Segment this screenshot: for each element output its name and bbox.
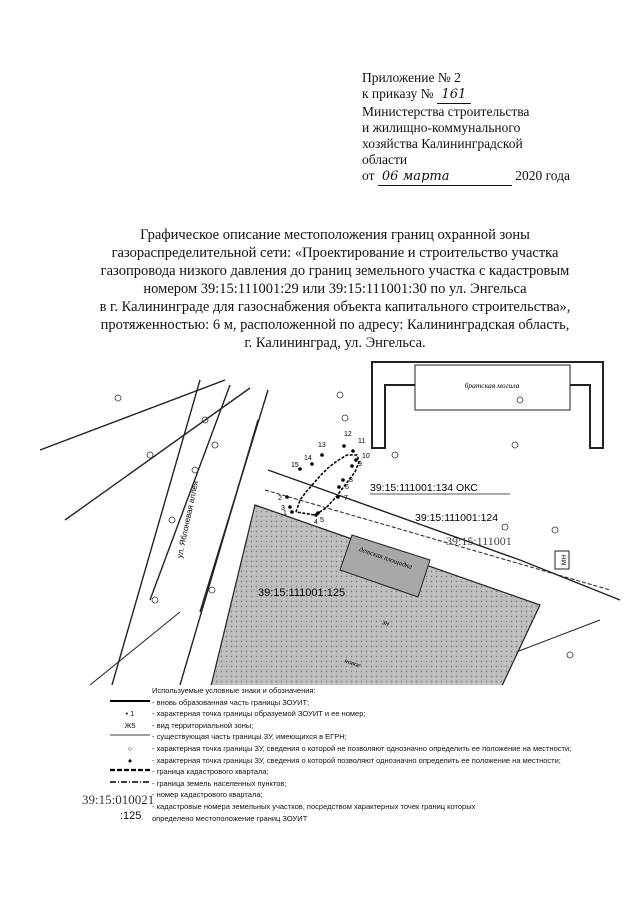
road-edge <box>40 380 268 612</box>
zoit-point-label: 11 <box>358 438 366 445</box>
zoit-point <box>288 505 292 509</box>
legend-row <box>80 731 620 743</box>
legend-text: - граница земель населенных пунктов; <box>152 778 287 788</box>
title-line: номером 39:15:111001:29 или 39:15:111001:30 по ул. Энгельса <box>143 281 527 297</box>
date-prefix: от <box>362 168 375 183</box>
title-line: протяженностью: 6 м, расположенной по адресу: Калининградская область, <box>100 317 570 333</box>
zoit-point-label: 2 <box>278 495 282 502</box>
legend-text: - вновь образованная часть границы ЗОУИТ; <box>152 697 310 707</box>
legend-row <box>80 813 620 825</box>
legend-row <box>80 708 620 720</box>
legend-row <box>80 801 620 813</box>
legend-text: - характерная точка границы ЗУ, сведения о которой позволяют однозначно определить ее положение на местности; <box>152 755 561 765</box>
zoit-point <box>310 462 314 466</box>
legend-symbol <box>110 697 150 709</box>
zoit-point-label: 10 <box>362 453 370 460</box>
appendix-line1: Приложение № 2 <box>362 70 461 85</box>
zoit-point <box>351 449 355 453</box>
map-label-grave: братская могила <box>464 381 520 390</box>
legend-symbol <box>110 731 150 743</box>
appendix-line5: хозяйства Калининградской <box>362 136 523 151</box>
legend-row <box>80 720 620 732</box>
legend-text: определено местоположение границ ЗОУИТ <box>152 813 308 823</box>
zoit-point-label: 3 <box>281 505 285 512</box>
legend-row <box>80 778 620 790</box>
zoit-point-label: 1 <box>283 510 287 517</box>
order-prefix: к приказу № <box>362 86 434 101</box>
legend-quarter-sample: 39:15:010021 <box>82 792 155 807</box>
zoit-point <box>350 464 354 468</box>
legend-text: - граница кадастрового квартала; <box>152 767 269 777</box>
legend-rows <box>80 697 620 825</box>
zoit-point <box>290 510 294 514</box>
date-suffix: 2020 года <box>515 168 571 183</box>
appendix-line6: области <box>362 152 408 167</box>
appendix-line3: Министерства строительства <box>362 104 530 119</box>
zoit-point-label: 15 <box>291 462 299 469</box>
map-label-mn: МН <box>561 554 568 566</box>
title-line: Графическое описание местоположения границ охранной зоны <box>140 227 530 243</box>
legend-row <box>80 789 620 801</box>
legend-parcel-sample: :125 <box>120 810 142 822</box>
legend-symbol: Ж5 <box>124 720 136 730</box>
map-label-quarter: 39:15:111001 <box>446 534 512 548</box>
zoit-point <box>285 495 289 499</box>
map-label-oks: 39:15:111001:134 ОКС <box>370 482 478 494</box>
legend-row <box>80 755 620 767</box>
zoit-point-label: 5 <box>320 517 324 524</box>
zoit-point <box>320 453 324 457</box>
legend-row <box>80 766 620 778</box>
zoit-point-label: 4 <box>314 519 318 526</box>
map-label-new: новое <box>343 656 362 670</box>
zoit-point-label: 9 <box>358 461 362 468</box>
zoit-point <box>337 485 341 489</box>
legend-symbol: ○ <box>127 743 133 753</box>
map-label-125: 39:15:111001:125 <box>258 587 346 599</box>
title-line: газораспределительной сети: «Проектирование и строительство участка <box>111 245 559 261</box>
date-handwritten: 06 марта <box>378 169 512 186</box>
appendix-block <box>362 70 612 186</box>
legend-text: - кадастровые номера земельных участков, посредством характерных точек границ которых <box>152 801 476 811</box>
legend-text: - существующая часть границы ЗУ, имеющихся в ЕГРН; <box>152 732 347 742</box>
legend-symbol <box>110 778 150 790</box>
zoit-point <box>354 458 358 462</box>
legend-text: - номер кадастрового квартала; <box>152 790 263 800</box>
map-label-kids: детская площадка <box>358 545 414 571</box>
legend-text: - вид территориальной зоны; <box>152 720 254 730</box>
legend-heading: Используемые условные знаки и обозначения: <box>152 686 316 695</box>
legend-row <box>80 697 620 709</box>
legend-text: - характерная точка границы ЗУ, сведения о которой не позволяют однозначно определить ее положение на местности; <box>152 743 572 753</box>
zoit-point-label: 7 <box>344 495 348 502</box>
legend-symbol <box>110 766 150 778</box>
order-number: 161 <box>437 87 471 104</box>
appendix-line4: и жилищно-коммунального <box>362 120 521 135</box>
zoit-point-label: 14 <box>304 455 312 462</box>
legend-text: - характерная точка границы образуемой ЗОУИТ и ее номер; <box>152 709 366 719</box>
appendix-date-line <box>362 168 612 186</box>
legend <box>80 685 620 824</box>
zoit-point <box>341 478 345 482</box>
zoit-point <box>336 495 340 499</box>
cadastral-map <box>0 355 640 685</box>
appendix-order-line <box>362 86 612 104</box>
document-title <box>80 226 590 352</box>
map-label-street: ул. Яблоневая аллея <box>174 480 201 559</box>
map-label-124: 39:15:111001:124 <box>415 512 499 524</box>
title-line: газопровода низкого давления до границ земельного участка с кадастровым <box>100 263 570 279</box>
zoit-point-label: 8 <box>349 477 353 484</box>
zoit-boundary <box>296 455 359 515</box>
title-line: г. Калининград, ул. Энгельса. <box>244 335 426 351</box>
legend-row <box>80 743 620 755</box>
legend-symbol: • 1 <box>125 709 135 719</box>
map-label-nn: эн <box>380 617 391 629</box>
zoit-point-label: 6 <box>345 484 349 491</box>
zoit-point-label: 12 <box>344 431 352 438</box>
legend-symbol: ● <box>127 755 133 765</box>
zoit-point <box>342 444 346 448</box>
title-line: в г. Калининграде для газоснабжения объекта капитального строительства», <box>99 299 571 315</box>
zoit-point-label: 13 <box>318 442 326 449</box>
zoit-point <box>316 511 320 515</box>
